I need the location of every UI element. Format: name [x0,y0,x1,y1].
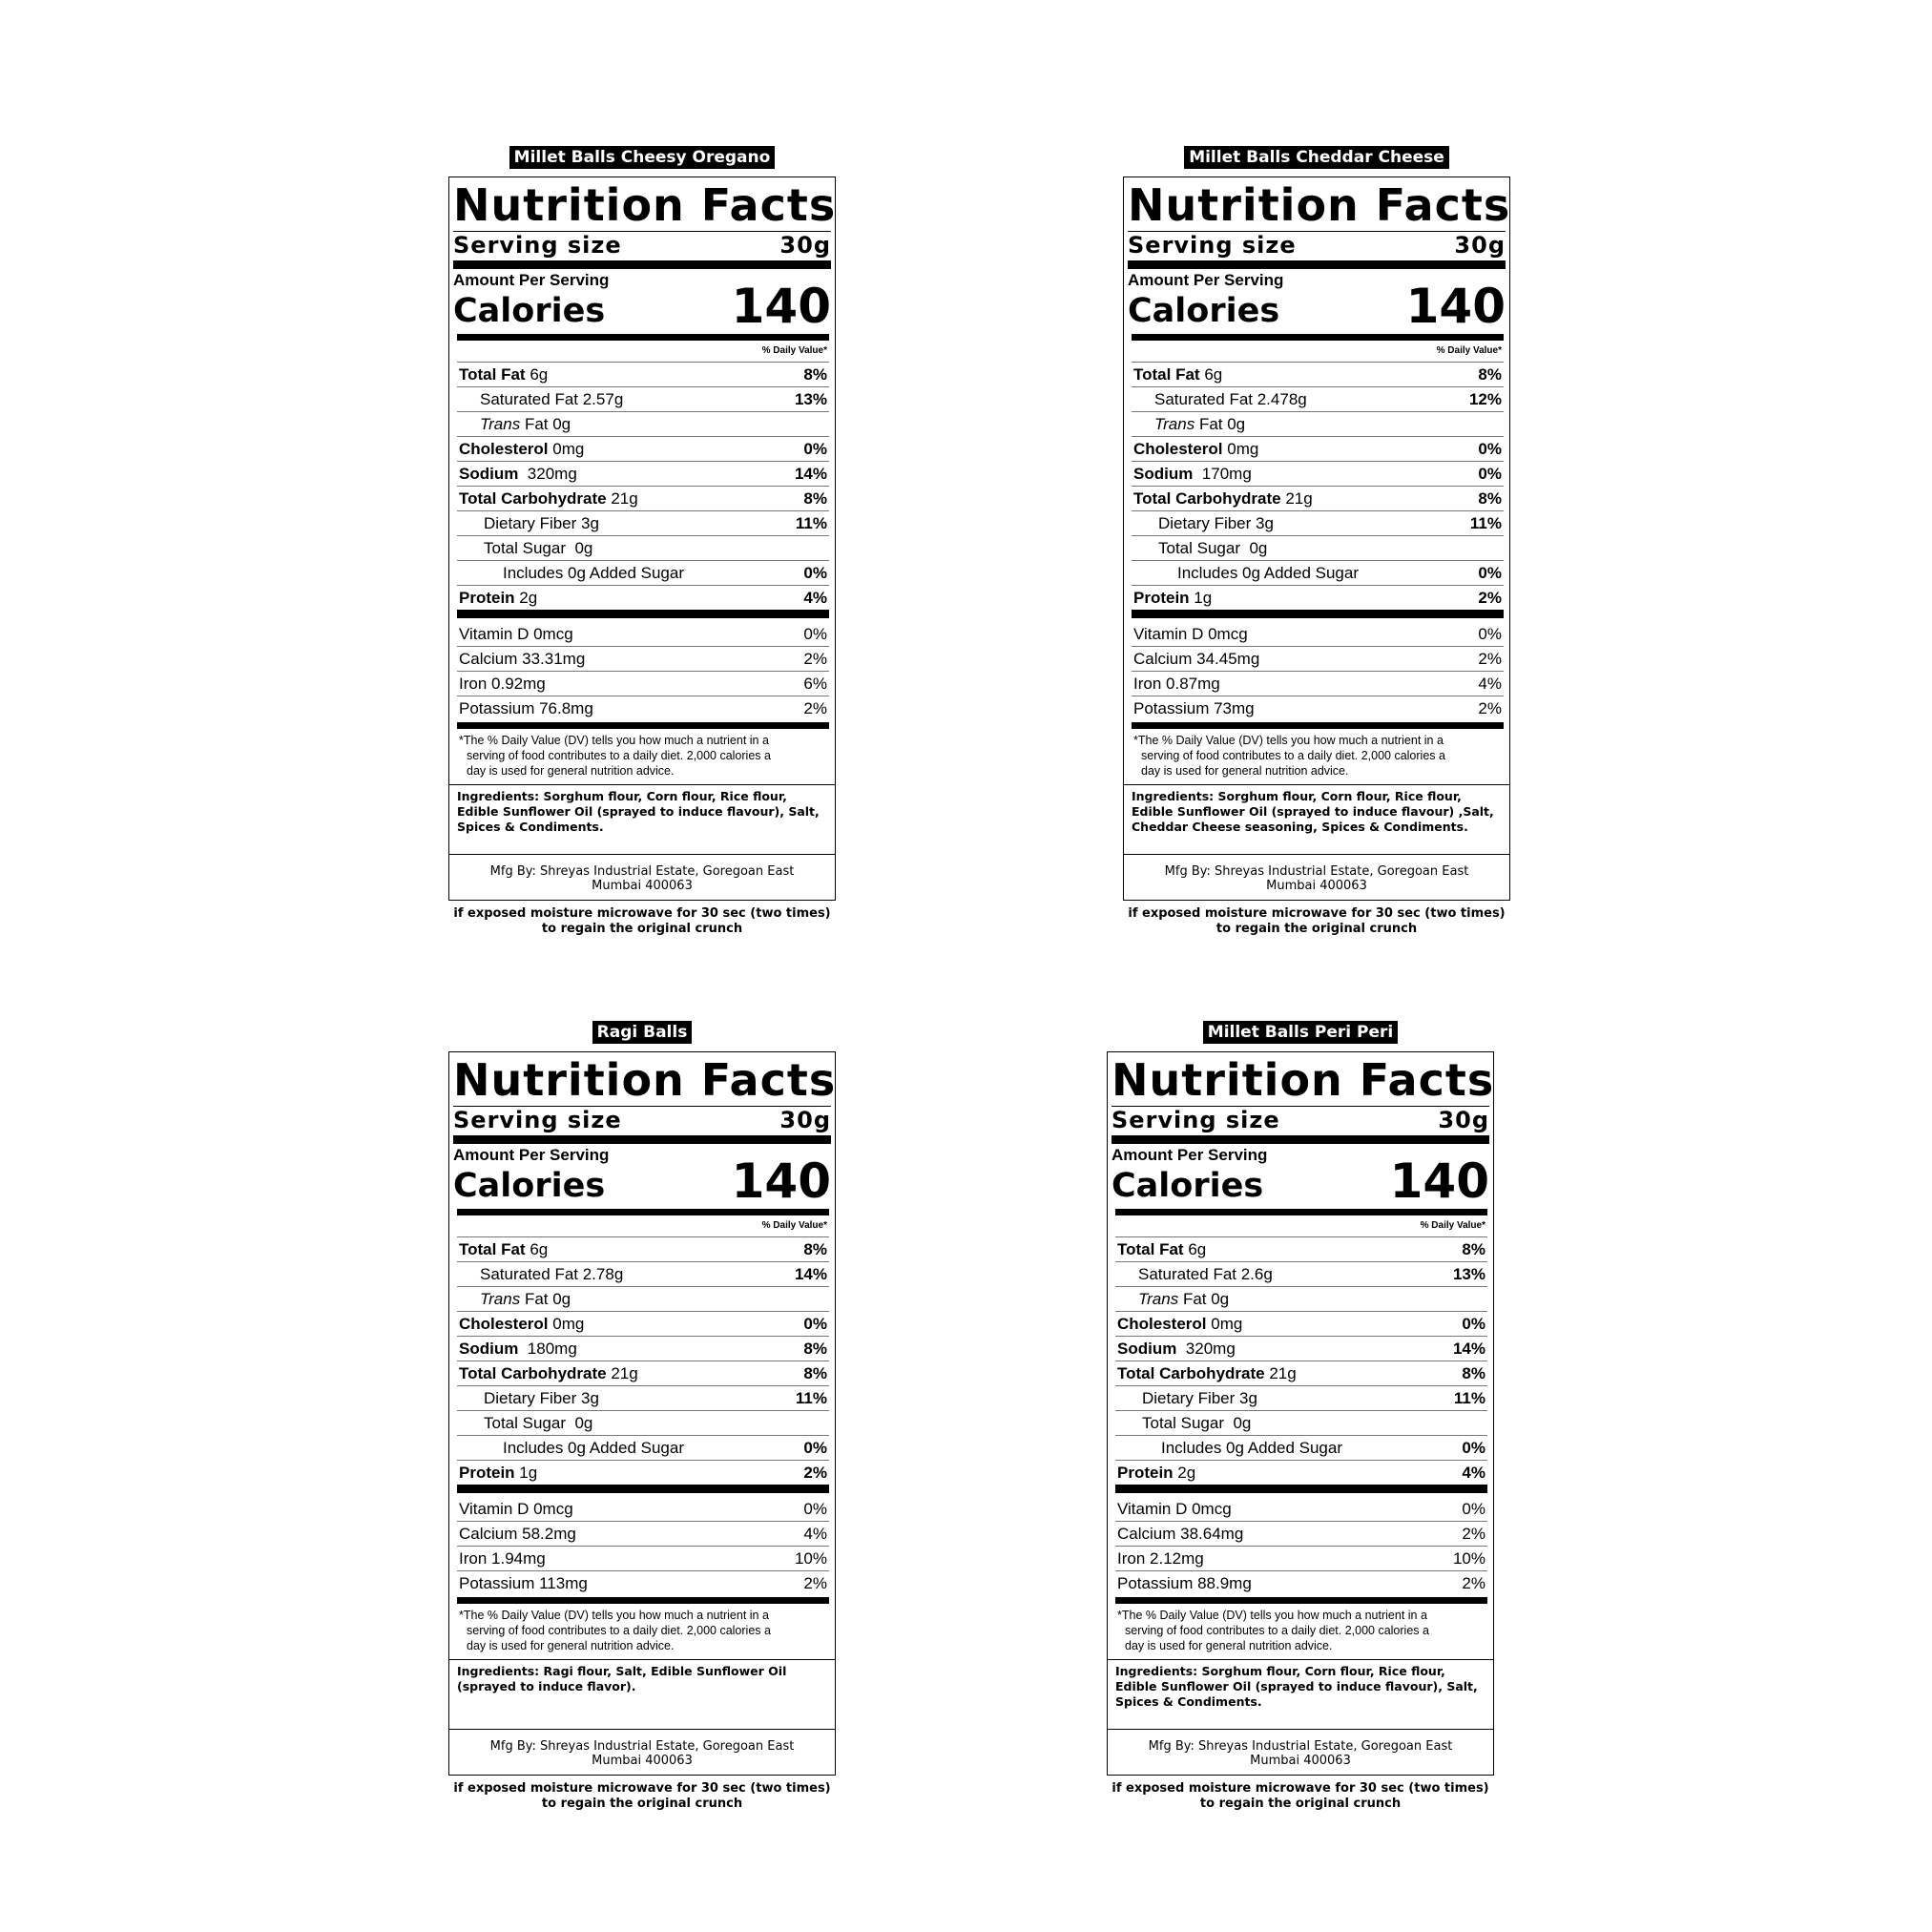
ingredients: Ingredients: Sorghum flour, Corn flour, Rice flour, Edible Sunflower Oil (sprayed to induce flavour) ,Salt, Cheddar Cheese seasoning, Spices & Condiments. [1124,784,1509,848]
potassium-label: Potassium 76.8mg [459,699,593,717]
total-fat-pct: 8% [1478,365,1502,384]
storage-note-line: to regain the original crunch [1199,1797,1402,1811]
divider-medium [1115,1209,1487,1215]
trans-fat-row [457,1286,829,1311]
protein-label: Protein [459,1464,515,1482]
daily-value-footnote [453,733,831,782]
storage-note [1107,1781,1494,1812]
sodium-pct: 14% [794,465,827,483]
trans-fat-row [1132,411,1504,436]
trans-fat-label: Fat 0g [1198,415,1246,433]
divider-thick [453,1135,831,1144]
manufacturer-info [1124,854,1509,900]
total-fat-amount: 6g [530,365,549,384]
protein-amount: 2g [519,589,538,607]
daily-value-header: % Daily Value* [1420,1220,1485,1231]
total-carb-label: Total Carbohydrate [459,489,607,508]
nutrient-rows [1115,1236,1487,1485]
potassium-row [1115,1571,1487,1595]
divider-medium [457,1597,829,1604]
footnote-line: serving of food contributes to a daily diet. 2,000 calories a [467,1624,771,1637]
footnote-line: *The % Daily Value (DV) tells you how much a nutrient in a [459,1609,769,1622]
cholesterol-label: Cholesterol [1117,1315,1207,1333]
trans-fat-italic: Trans [480,1290,521,1308]
total-carb-amount: 21g [611,1364,638,1382]
saturated-fat-pct: 12% [1468,390,1502,408]
divider-thick [1132,610,1504,618]
total-fat-amount: 6g [1188,1240,1207,1258]
divider-medium [1115,1597,1487,1604]
fiber-label: Dietary Fiber 3g [484,514,599,532]
cholesterol-amount: 0mg [552,1315,585,1333]
amount-per-serving: Amount Per Serving [453,271,610,289]
protein-pct: 4% [1462,1464,1485,1482]
sodium-amount: 320mg [1185,1340,1236,1358]
footnote-line: day is used for general nutrition advice. [1125,1639,1333,1652]
total-carb-row [457,486,829,510]
divider-medium [457,722,829,729]
sodium-label: Sodium [1117,1340,1177,1358]
vitamin-d-pct: 0% [1478,625,1502,643]
serving-size-row [453,1107,831,1133]
potassium-row [457,696,829,720]
vitamin-d-row [1115,1497,1487,1522]
total-sugar-label: Total Sugar 0g [1158,539,1268,557]
iron-pct: 6% [803,675,827,693]
fiber-label: Dietary Fiber 3g [1158,514,1274,532]
fiber-row [1132,510,1504,535]
nutrition-facts-heading: Nutrition Facts [1111,1054,1495,1106]
fiber-label: Dietary Fiber 3g [1142,1389,1257,1407]
cholesterol-pct: 0% [803,1315,827,1333]
daily-value-header: % Daily Value* [1436,345,1502,356]
total-fat-pct: 8% [1462,1240,1485,1258]
product-title: Millet Balls Peri Peri [1203,1021,1398,1044]
nutrient-rows [1132,362,1504,610]
sodium-row [1115,1336,1487,1361]
saturated-fat-label: Saturated Fat 2.6g [1138,1265,1273,1283]
cholesterol-label: Cholesterol [459,440,549,458]
calories-label: Calories [1128,292,1280,330]
nutrition-facts-heading: Nutrition Facts [1128,179,1511,231]
footnote-line: day is used for general nutrition advice. [1141,764,1349,778]
trans-fat-italic: Trans [1138,1290,1179,1308]
serving-size-row [453,232,831,259]
serving-size-row [1111,1107,1489,1133]
storage-note-line: to regain the original crunch [541,1797,743,1811]
storage-note [448,1781,836,1812]
footnote-line: day is used for general nutrition advice. [467,1639,675,1652]
added-sugar-label: Includes 0g Added Sugar [503,564,684,582]
storage-note-line: if exposed moisture microwave for 30 sec (two times) [453,906,831,921]
product-panel-3 [448,1021,836,1812]
added-sugar-row [1132,560,1504,585]
sodium-row [457,1336,829,1361]
iron-label: Iron 1.94mg [459,1549,546,1568]
serving-size-label: Serving size [453,1107,622,1133]
potassium-row [1132,696,1504,720]
footnote-line: day is used for general nutrition advice. [467,764,675,778]
amount-per-serving: Amount Per Serving [1128,271,1284,289]
total-fat-label: Total Fat [1133,365,1200,384]
potassium-label: Potassium 113mg [459,1574,588,1592]
protein-pct: 2% [803,1464,827,1482]
calcium-row [457,1522,829,1547]
cholesterol-row [1115,1311,1487,1336]
cholesterol-row [457,1311,829,1336]
cholesterol-amount: 0mg [552,440,585,458]
vitamin-d-pct: 0% [803,1500,827,1518]
added-sugar-pct: 0% [1478,564,1502,582]
added-sugar-pct: 0% [1462,1439,1485,1457]
total-fat-row [457,1236,829,1261]
storage-note-line: to regain the original crunch [541,922,743,936]
iron-row [1132,672,1504,696]
divider-thick [1111,1135,1489,1144]
divider-medium [457,334,829,341]
product-panel-2 [1123,146,1510,937]
protein-label: Protein [1117,1464,1174,1482]
fiber-row [457,1385,829,1410]
footnote-line: *The % Daily Value (DV) tells you how much a nutrient in a [1133,734,1444,747]
storage-note [1123,906,1510,937]
serving-size-value: 30g [1438,1107,1489,1133]
total-sugar-label: Total Sugar 0g [1142,1414,1252,1432]
total-carb-amount: 21g [611,489,638,508]
protein-row [457,585,829,610]
saturated-fat-row [1132,386,1504,411]
calcium-row [1132,647,1504,672]
total-sugar-label: Total Sugar 0g [484,1414,593,1432]
protein-label: Protein [1133,589,1190,607]
calories-label: Calories [453,292,606,330]
total-sugar-row [1132,535,1504,560]
added-sugar-label: Includes 0g Added Sugar [1177,564,1359,582]
product-title-wrap [1123,146,1510,169]
calcium-pct: 2% [1462,1525,1485,1543]
protein-row [457,1460,829,1485]
calcium-label: Calcium 34.45mg [1133,650,1260,668]
daily-value-header: % Daily Value* [761,1220,827,1231]
fiber-row [1115,1385,1487,1410]
sodium-amount: 170mg [1201,465,1252,483]
cholesterol-pct: 0% [1478,440,1502,458]
potassium-pct: 2% [803,1574,827,1592]
potassium-label: Potassium 73mg [1133,699,1255,717]
nutrition-label [1107,1051,1494,1776]
cholesterol-amount: 0mg [1211,1315,1243,1333]
saturated-fat-row [1115,1261,1487,1286]
total-sugar-row [1115,1410,1487,1435]
total-carb-row [1132,486,1504,510]
trans-fat-italic: Trans [480,415,521,433]
total-carb-label: Total Carbohydrate [1117,1364,1265,1382]
divider-thick [1115,1485,1487,1493]
total-fat-label: Total Fat [459,1240,526,1258]
calories-label: Calories [1111,1167,1264,1205]
manufacturer-line: Mfg By: Shreyas Industrial Estate, Goregoan East [489,1739,795,1754]
serving-size-value: 30g [779,1107,831,1133]
product-title: Millet Balls Cheesy Oregano [509,146,776,169]
vitamin-d-label: Vitamin D 0mcg [1117,1500,1232,1518]
vitamin-d-label: Vitamin D 0mcg [459,625,573,643]
protein-label: Protein [459,589,515,607]
saturated-fat-row [457,386,829,411]
serving-size-label: Serving size [453,232,622,259]
cholesterol-pct: 0% [1462,1315,1485,1333]
serving-size-row [1128,232,1506,259]
manufacturer-line: Mfg By: Shreyas Industrial Estate, Goregoan East [489,864,795,879]
trans-fat-italic: Trans [1154,415,1195,433]
iron-row [1115,1547,1487,1571]
calcium-pct: 2% [803,650,827,668]
manufacturer-line: Mumbai 400063 [1266,879,1367,893]
calories-value: 140 [731,279,831,334]
added-sugar-pct: 0% [803,1439,827,1457]
storage-note-line: if exposed moisture microwave for 30 sec (two times) [1128,906,1506,921]
cholesterol-label: Cholesterol [459,1315,549,1333]
nutrient-rows [457,1236,829,1485]
saturated-fat-label: Saturated Fat 2.478g [1154,390,1307,408]
trans-fat-row [1115,1286,1487,1311]
daily-value-header: % Daily Value* [761,345,827,356]
total-fat-row [1132,362,1504,386]
protein-pct: 4% [803,589,827,607]
serving-size-label: Serving size [1128,232,1297,259]
divider-medium [1132,334,1504,341]
total-carb-amount: 21g [1269,1364,1297,1382]
protein-amount: 1g [1194,589,1213,607]
manufacturer-line: Mfg By: Shreyas Industrial Estate, Goregoan East [1148,1739,1453,1754]
fiber-row [457,510,829,535]
storage-note-line: if exposed moisture microwave for 30 sec (two times) [1111,1781,1489,1796]
potassium-pct: 2% [803,699,827,717]
amount-per-serving: Amount Per Serving [1111,1146,1268,1164]
footnote-line: *The % Daily Value (DV) tells you how much a nutrient in a [459,734,769,747]
footnote-line: serving of food contributes to a daily diet. 2,000 calories a [467,749,771,762]
cholesterol-row [457,436,829,461]
added-sugar-label: Includes 0g Added Sugar [503,1439,684,1457]
total-carb-row [1115,1361,1487,1385]
divider-medium [1132,722,1504,729]
nutrition-label [1123,177,1510,901]
total-fat-pct: 8% [803,1240,827,1258]
divider-medium [457,1209,829,1215]
vitamin-d-label: Vitamin D 0mcg [1133,625,1248,643]
trans-fat-label: Fat 0g [524,1290,571,1308]
total-sugar-row [457,1410,829,1435]
calcium-pct: 4% [803,1525,827,1543]
added-sugar-row [1115,1435,1487,1460]
total-carb-pct: 8% [1462,1364,1485,1382]
total-sugar-label: Total Sugar 0g [484,539,593,557]
trans-fat-label: Fat 0g [1182,1290,1230,1308]
potassium-label: Potassium 88.9mg [1117,1574,1252,1592]
storage-note-line: to regain the original crunch [1215,922,1418,936]
trans-fat-label: Fat 0g [524,415,571,433]
added-sugar-label: Includes 0g Added Sugar [1161,1439,1342,1457]
vitamin-d-label: Vitamin D 0mcg [459,1500,573,1518]
calcium-label: Calcium 58.2mg [459,1525,576,1543]
cholesterol-label: Cholesterol [1133,440,1223,458]
vitamin-d-row [457,622,829,647]
product-title: Ragi Balls [592,1021,693,1044]
manufacturer-line: Mumbai 400063 [592,879,693,893]
protein-pct: 2% [1478,589,1502,607]
iron-row [457,672,829,696]
total-carb-row [457,1361,829,1385]
fiber-pct: 11% [795,514,827,532]
sodium-label: Sodium [459,1340,519,1358]
protein-row [1115,1460,1487,1485]
sodium-label: Sodium [459,465,519,483]
sodium-pct: 8% [803,1340,827,1358]
ingredients: Ingredients: Sorghum flour, Corn flour, Rice flour, Edible Sunflower Oil (sprayed to induce flavour), Salt, Spices & Condiments. [449,784,835,848]
nutrient-rows [457,362,829,610]
saturated-fat-label: Saturated Fat 2.57g [480,390,624,408]
total-carb-amount: 21g [1285,489,1313,508]
iron-label: Iron 0.87mg [1133,675,1220,693]
fiber-pct: 11% [1453,1389,1485,1407]
cholesterol-amount: 0mg [1227,440,1259,458]
manufacturer-line: Mumbai 400063 [592,1754,693,1768]
cholesterol-row [1132,436,1504,461]
sodium-amount: 180mg [527,1340,577,1358]
manufacturer-info [1108,1729,1493,1775]
total-fat-label: Total Fat [1117,1240,1184,1258]
ingredients: Ingredients: Ragi flour, Salt, Edible Sunflower Oil (sprayed to induce flavor). [449,1659,835,1723]
total-carb-pct: 8% [1478,489,1502,508]
total-carb-pct: 8% [803,489,827,508]
saturated-fat-pct: 13% [794,390,827,408]
footnote-line: *The % Daily Value (DV) tells you how much a nutrient in a [1117,1609,1427,1622]
cholesterol-pct: 0% [803,440,827,458]
divider-thick [457,1485,829,1493]
trans-fat-row [457,411,829,436]
total-fat-row [457,362,829,386]
sodium-row [1132,461,1504,486]
fiber-pct: 11% [1469,514,1502,532]
protein-amount: 2g [1177,1464,1196,1482]
total-fat-amount: 6g [1204,365,1223,384]
footnote-line: serving of food contributes to a daily diet. 2,000 calories a [1141,749,1445,762]
calcium-label: Calcium 38.64mg [1117,1525,1244,1543]
product-title-wrap [448,1021,836,1044]
serving-size-value: 30g [779,232,831,259]
iron-pct: 10% [794,1549,827,1568]
calcium-label: Calcium 33.31mg [459,650,586,668]
manufacturer-line: Mumbai 400063 [1250,1754,1351,1768]
protein-row [1132,585,1504,610]
total-sugar-row [457,535,829,560]
iron-label: Iron 2.12mg [1117,1549,1204,1568]
added-sugar-pct: 0% [803,564,827,582]
divider-thick [457,610,829,618]
product-title: Millet Balls Cheddar Cheese [1184,146,1449,169]
product-panel-1 [448,146,836,937]
saturated-fat-pct: 14% [794,1265,827,1283]
divider-thick [453,260,831,269]
vitamin-d-pct: 0% [803,625,827,643]
daily-value-footnote [453,1608,831,1657]
manufacturer-info [449,854,835,900]
fiber-label: Dietary Fiber 3g [484,1389,599,1407]
protein-amount: 1g [519,1464,538,1482]
total-fat-pct: 8% [803,365,827,384]
calories-value: 140 [1389,1153,1489,1209]
added-sugar-row [457,1435,829,1460]
potassium-pct: 2% [1462,1574,1485,1592]
serving-size-value: 30g [1454,232,1506,259]
iron-label: Iron 0.92mg [459,675,546,693]
manufacturer-line: Mfg By: Shreyas Industrial Estate, Goregoan East [1164,864,1469,879]
calories-label: Calories [453,1167,606,1205]
potassium-pct: 2% [1478,699,1502,717]
saturated-fat-label: Saturated Fat 2.78g [480,1265,624,1283]
product-panel-4 [1107,1021,1494,1812]
total-carb-label: Total Carbohydrate [1133,489,1281,508]
footnote-line: serving of food contributes to a daily diet. 2,000 calories a [1125,1624,1429,1637]
saturated-fat-row [457,1261,829,1286]
vitamin-d-pct: 0% [1462,1500,1485,1518]
total-carb-label: Total Carbohydrate [459,1364,607,1382]
daily-value-footnote [1128,733,1506,782]
sodium-amount: 320mg [527,465,577,483]
calcium-row [457,647,829,672]
saturated-fat-pct: 13% [1452,1265,1485,1283]
product-title-wrap [448,146,836,169]
total-fat-amount: 6g [530,1240,549,1258]
potassium-row [457,1571,829,1595]
divider-thick [1128,260,1506,269]
nutrition-facts-heading: Nutrition Facts [453,1054,837,1106]
sodium-label: Sodium [1133,465,1194,483]
iron-row [457,1547,829,1571]
vitamin-d-row [457,1497,829,1522]
calcium-pct: 2% [1478,650,1502,668]
storage-note-line: if exposed moisture microwave for 30 sec (two times) [453,1781,831,1796]
daily-value-footnote [1111,1608,1489,1657]
nutrition-label [448,1051,836,1776]
ingredients: Ingredients: Sorghum flour, Corn flour, Rice flour, Edible Sunflower Oil (sprayed to induce flavour), Salt, Spices & Condiments. [1108,1659,1493,1723]
nutrition-facts-heading: Nutrition Facts [453,179,837,231]
sodium-pct: 14% [1452,1340,1485,1358]
serving-size-label: Serving size [1111,1107,1280,1133]
calories-value: 140 [1405,279,1506,334]
iron-pct: 10% [1452,1549,1485,1568]
manufacturer-info [449,1729,835,1775]
calories-value: 140 [731,1153,831,1209]
fiber-pct: 11% [795,1389,827,1407]
calcium-row [1115,1522,1487,1547]
total-carb-pct: 8% [803,1364,827,1382]
nutrition-label [448,177,836,901]
storage-note [448,906,836,937]
sodium-row [457,461,829,486]
iron-pct: 4% [1478,675,1502,693]
vitamin-d-row [1132,622,1504,647]
product-title-wrap [1107,1021,1494,1044]
total-fat-label: Total Fat [459,365,526,384]
amount-per-serving: Amount Per Serving [453,1146,610,1164]
total-fat-row [1115,1236,1487,1261]
added-sugar-row [457,560,829,585]
sodium-pct: 0% [1478,465,1502,483]
